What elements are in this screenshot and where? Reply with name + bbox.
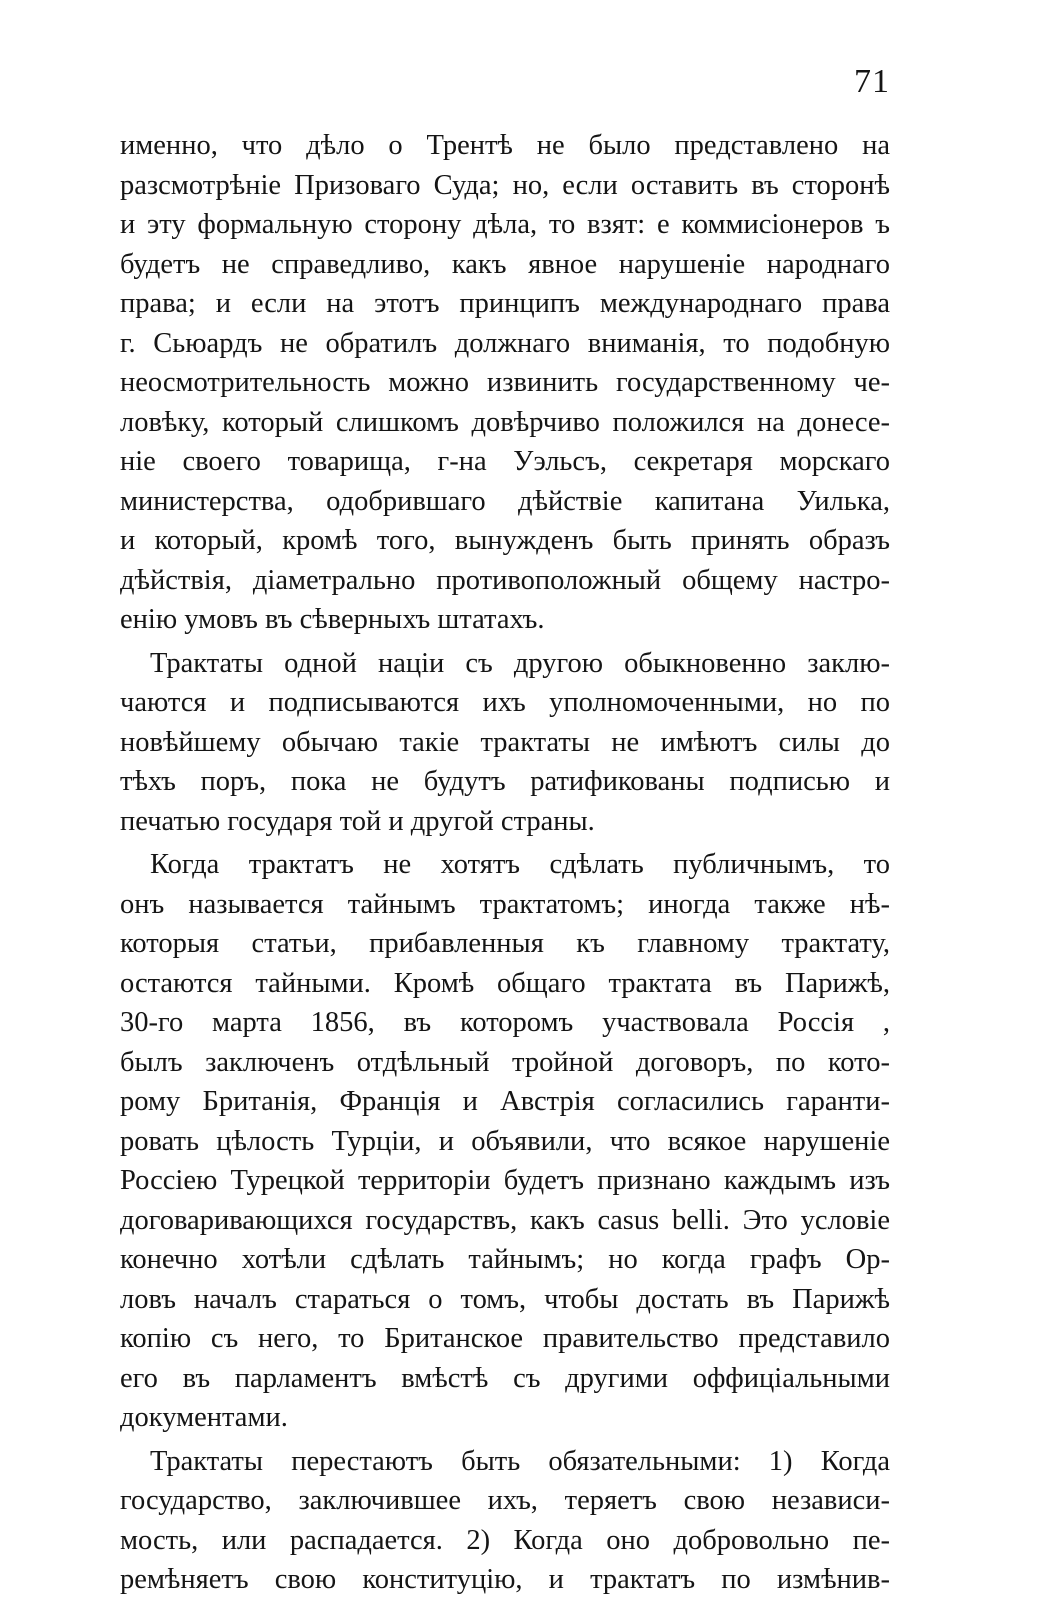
text-line: мость, или распадается. 2) Когда оно добровольно пе- (120, 1524, 890, 1556)
text-line: будетъ не справедливо, какъ явное нарушеніе народнаго (120, 248, 890, 280)
text-line: енію умовъ въ сѣверныхъ штатахъ. (120, 604, 545, 635)
page-number: 71 (854, 63, 890, 100)
text-line: ловъ началъ стараться о томъ, чтобы достать въ Парижѣ (120, 1283, 890, 1315)
body-text (120, 126, 890, 1600)
text-line: тѣхъ поръ, пока не будутъ ратификованы подписью и (120, 766, 890, 797)
text-line: неосмотрительность можно извинить государственному че- (120, 367, 890, 398)
text-line: документами. (120, 1402, 288, 1433)
text-line: остаются тайными. Кромѣ общаго трактата въ Парижѣ, (120, 967, 890, 999)
text-line: Трактаты одной націи съ другою обыкновенно заклю- (150, 647, 890, 679)
text-line: 30-го марта 1856, въ которомъ участвовала Россія , (120, 1007, 890, 1038)
text-line: министерства, одобрившаго дѣйствіе капитана Уилька, (120, 485, 890, 517)
text-line: печатью государя той и другой страны. (120, 805, 595, 837)
text-line: разсмотрѣніе Призоваго Суда; но, если оставить въ сторонѣ (120, 169, 890, 201)
paragraph-4 (120, 1442, 890, 1600)
text-line: которыя статьи, прибавленныя къ главному трактату, (120, 928, 890, 959)
text-line: новѣйшему обычаю такіе трактаты не имѣютъ силы до (120, 726, 890, 758)
text-line: ловѣку, который слишкомъ довѣрчиво положился на донесе- (120, 406, 890, 438)
text-line: г. Сьюардъ не обратилъ должнаго вниманія, то подобную (120, 327, 890, 359)
paragraph-2 (120, 644, 890, 842)
text-line: Трактаты перестаютъ быть обязательными: 1) Когда (150, 1445, 890, 1477)
text-line: права; и если на этотъ принципъ международнаго права (120, 288, 890, 319)
text-line: былъ заключенъ отдѣльный тройной договоръ, по кото- (120, 1046, 890, 1078)
text-line: и эту формальную сторону дѣла, то взят: е коммисіонеров ъ (120, 209, 890, 240)
text-line: ремѣняетъ свою конституцію, и трактатъ по измѣнив- (120, 1564, 890, 1595)
text-line: и который, кромѣ того, вынужденъ быть принять образъ (120, 525, 890, 556)
text-line: копію съ него, то Британское правительство представило (120, 1323, 890, 1354)
text-line: Россіею Турецкой территоріи будетъ признано каждымъ изъ (120, 1165, 890, 1196)
text-line: чаются и подписываются ихъ уполномоченными, но по (120, 687, 890, 718)
text-line: рому Британія, Франція и Австрія согласились гаранти- (120, 1086, 890, 1117)
paragraph-3 (120, 845, 890, 1438)
text-line: ровать цѣлость Турціи, и объявили, что всякое нарушеніе (120, 1125, 890, 1157)
text-line: его въ парламентъ вмѣстѣ съ другими оффиціальными (120, 1362, 890, 1394)
text-line: договаривающихся государствъ, какъ casus belli. Это условіе (120, 1204, 890, 1236)
text-line: конечно хотѣли сдѣлать тайнымъ; но когда графъ Ор- (120, 1244, 890, 1275)
text-line: Когда трактатъ не хотятъ сдѣлать публичнымъ, то (150, 849, 890, 880)
text-line: государство, заключившее ихъ, теряетъ свою независи- (120, 1485, 890, 1516)
paragraph-1 (120, 126, 890, 640)
text-line: именно, что дѣло о Трентѣ не было представлено на (120, 130, 890, 161)
text-line: онъ называется тайнымъ трактатомъ; иногда также нѣ- (120, 888, 890, 920)
text-line: ніе своего товарища, г-на Уэльсъ, секретаря морскаго (120, 446, 890, 477)
text-line: дѣйствія, діаметрально противоположный общему настро- (120, 564, 890, 596)
